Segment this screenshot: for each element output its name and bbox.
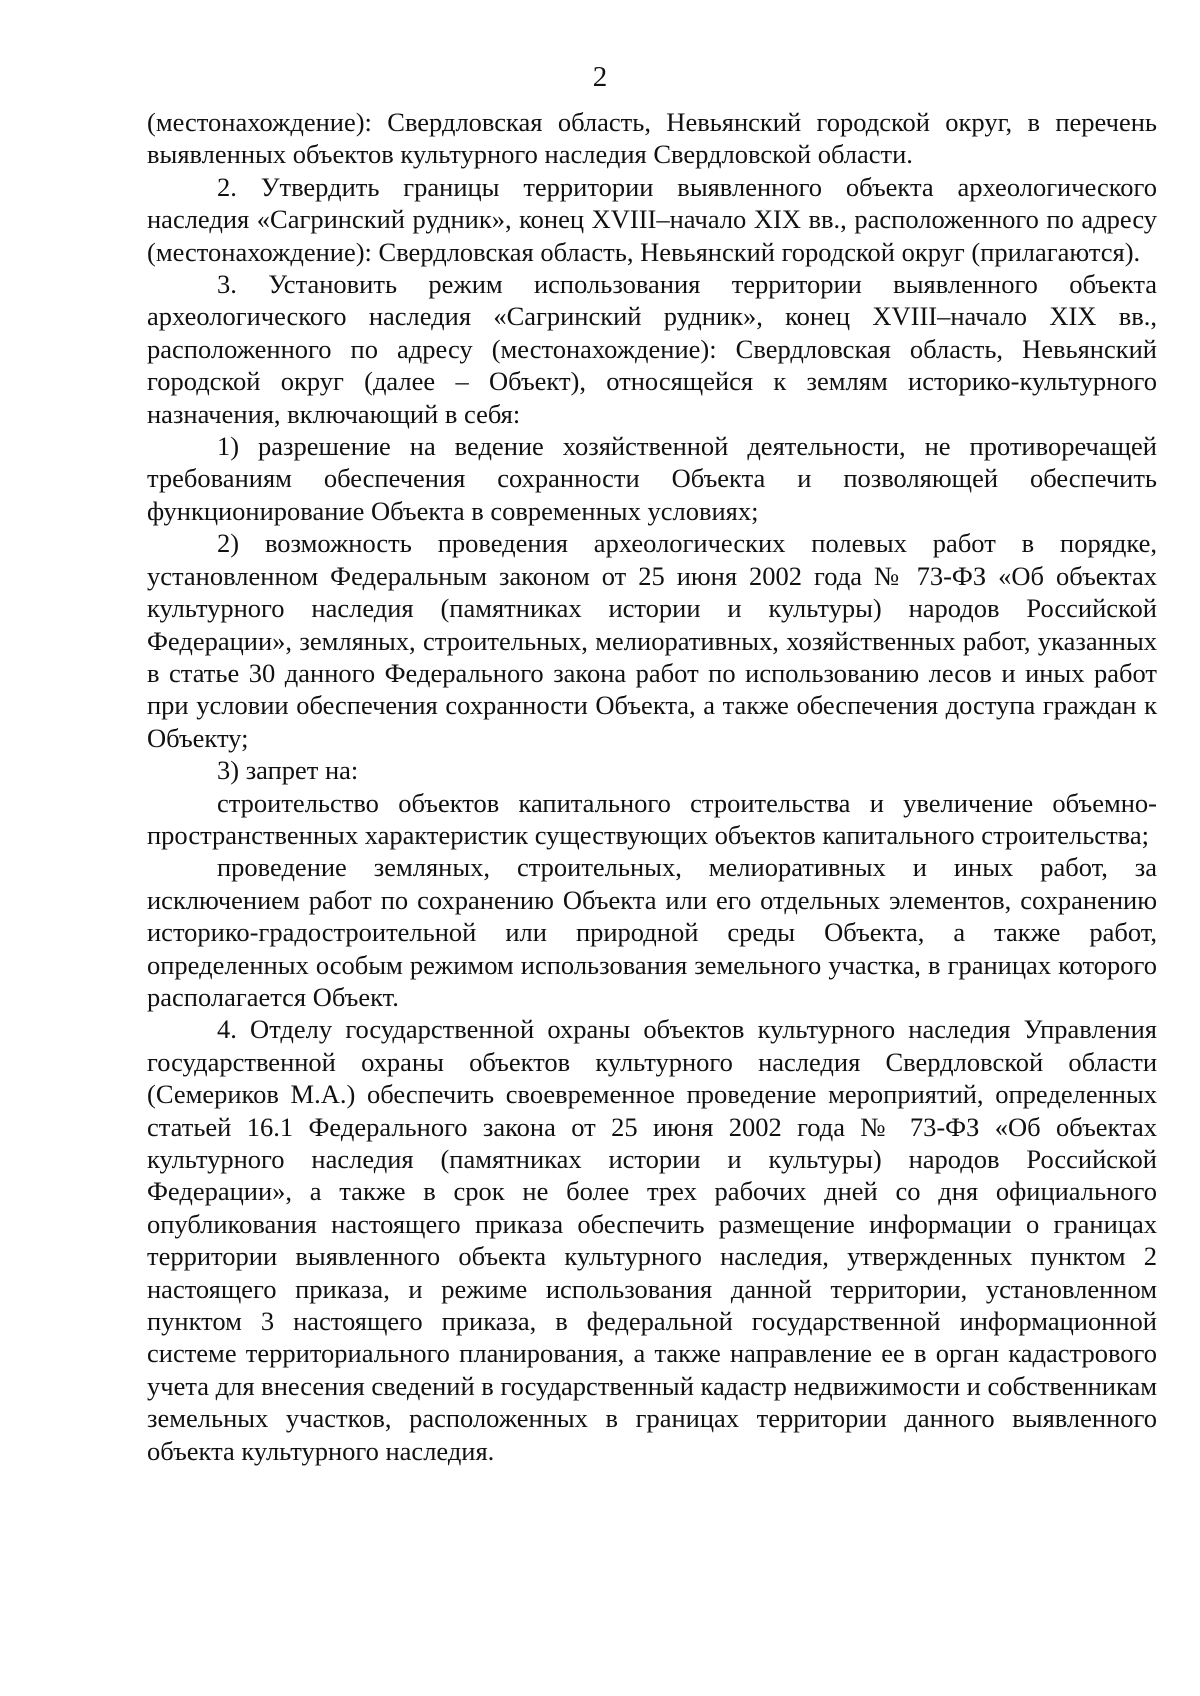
paragraph-continuation: (местонахождение): Свердловская область, Невьянский городской округ, в перечень выявленных объектов культурного наследия Свердловской области. [147,107,1157,170]
paragraph-item-3: 3. Установить режим использования территории выявленного объекта археологического наследия «Сагринский рудник», конец XVIII–начало XIX вв., расположенного по адресу (местонахождение): Свердловская область, Невьянский городской округ (далее – Объект), относящейся к землям историко-культурного назначения, включающий в себя: [147,269,1157,429]
document-body [147,106,1157,1467]
page-number: 2 [592,61,608,93]
paragraph-subitem-1: 1) разрешение на ведение хозяйственной деятельности, не противоречащей требованиям обеспечения сохранности Объекта и позволяющей обеспечить функционирование Объекта в современных условиях; [147,431,1157,526]
paragraph-item-4: 4. Отделу государственной охраны объектов культурного наследия Управления государственной охраны объектов культурного наследия Свердловской области (Семериков М.А.) обеспечить своевременное проведение мероприятий, определенных статьей 16.1 Федерального закона от 25 июня 2002 года № 73-ФЗ «Об объектах культурного наследия (памятниках истории и культуры) народов Российской Федерации», а также в срок не более трех рабочих дней со дня официального опубликования настоящего приказа обеспечить размещение информации о границах территории выявленного объекта культурного наследия, утвержденных пунктом 2 настоящего приказа, и режиме использования данной территории, установленном пунктом 3 настоящего приказа, в федеральной государственной информационной системе территориального планирования, а также направление ее в орган кадастрового учета для внесения сведений в государственный кадастр недвижимости и собственникам земельных участков, расположенных в границах территории данного выявленного объекта культурного наследия. [147,1014,1157,1466]
paragraph-prohibition-construction: строительство объектов капитального строительства и увеличение объемно-пространственных характеристик существующих объектов капитального строительства; [147,787,1157,850]
paragraph-item-2: 2. Утвердить границы территории выявленного объекта археологического наследия «Сагринский рудник», конец XVIII–начало XIX вв., расположенного по адресу (местонахождение): Свердловская область, Невьянский городской округ (прилагаются). [147,171,1157,267]
paragraph-prohibition-works: проведение земляных, строительных, мелиоративных и иных работ, за исключением работ по сохранению Объекта или его отдельных элементов, сохранению историко-градостроительной или природной среды Объекта, а также работ, определенных особым режимом использования земельного участка, в границах которого располагается Объект. [147,852,1157,1012]
paragraph-subitem-2: 2) возможность проведения археологических полевых работ в порядке, установленном Федеральным законом от 25 июня 2002 года № 73-ФЗ «Об объектах культурного наследия (памятниках истории и культуры) народов Российской Федерации», земляных, строительных, мелиоративных, хозяйственных работ, указанных в статье 30 данного Федерального закона работ по использованию лесов и иных работ при условии обеспечения сохранности Объекта, а также обеспечения доступа граждан к Объекту; [147,528,1157,753]
paragraph-subitem-3: 3) запрет на: [217,755,359,786]
